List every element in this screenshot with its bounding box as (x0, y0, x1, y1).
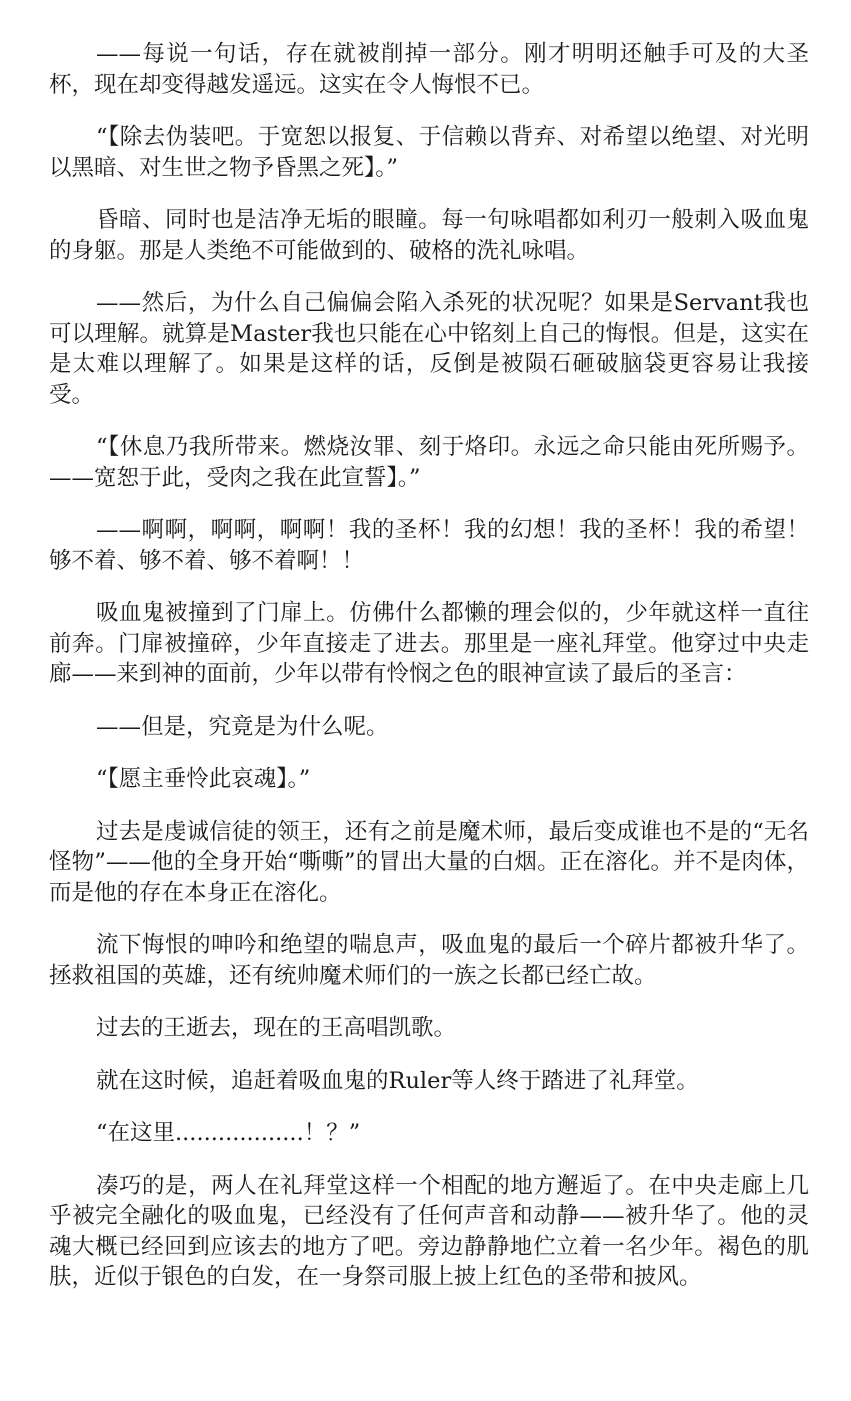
paragraph: ——然后，为什么自己偏偏会陷入杀死的状况呢？如果是Servant我也可以理解。就算是Master我也只能在心中铭刻上自己的悔恨。但是，这实在是太难以理解了。如果是这样的话，反倒是被陨石砸破脑袋更容易让我接受。 (49, 290, 809, 408)
paragraph: 昏暗、同时也是洁净无垢的眼瞳。每一句咏唱都如利刃一般刺入吸血鬼的身躯。那是人类绝不可能做到的、破格的洗礼咏唱。 (49, 207, 809, 264)
paragraph: “【除去伪装吧。于宽恕以报复、于信赖以背弃、对希望以绝望、对光明以黑暗、对生世之物予昏黑之死】。” (49, 124, 809, 181)
paragraph: 就在这时候，追赶着吸血鬼的Ruler等人终于踏进了礼拜堂。 (96, 1067, 699, 1094)
paragraph: ——每说一句话，存在就被削掉一部分。刚才明明还触手可及的大圣杯，现在却变得越发遥远。这实在令人悔恨不已。 (49, 41, 809, 98)
paragraph: 过去是虔诚信徒的领王，还有之前是魔术师，最后变成谁也不是的“无名怪物”——他的全身开始“嘶嘶”的冒出大量的白烟。正在溶化。并不是肉体，而是他的存在本身正在溶化。 (49, 818, 809, 906)
paragraph: ——但是，究竟是为什么呢。 (96, 713, 389, 740)
paragraph: 吸血鬼被撞到了门扉上。仿佛什么都懒的理会似的，少年就这样一直往前奔。门扉被撞碎，少年直接走了进去。那里是一座礼拜堂。他穿过中央走廊——来到神的面前，少年以带有怜悯之色的眼神宣读了最后的圣言： (49, 600, 809, 687)
paragraph: 过去的王逝去，现在的王高唱凯歌。 (96, 1015, 457, 1041)
paragraph: “【愿主垂怜此哀魂】。” (96, 766, 311, 792)
paragraph: 凑巧的是，两人在礼拜堂这样一个相配的地方邂逅了。在中央走廊上几乎被完全融化的吸血鬼，已经没有了任何声音和动静——被升华了。他的灵魂大概已经回到应该去的地方了吧。旁边静静地伫立着一名少年。褐色的肌肤，近似于银色的白发，在一身祭司服上披上红色的圣带和披风。 (49, 1172, 809, 1290)
paragraph: 流下悔恨的呻吟和绝望的喘息声，吸血鬼的最后一个碎片都被升华了。拯救祖国的英雄，还有统帅魔术师们的一族之长都已经亡故。 (49, 932, 809, 989)
paragraph: “在这里..................！？” (96, 1120, 361, 1146)
paragraph: ——啊啊，啊啊，啊啊！我的圣杯！我的幻想！我的圣杯！我的希望！够不着、够不着、够不着啊！！ (49, 517, 809, 574)
paragraph: “【休息乃我所带来。燃烧汝罪、刻于烙印。永远之命只能由死所赐予。——宽恕于此，受肉之我在此宣誓】。” (49, 434, 809, 491)
document-body (49, 39, 809, 1293)
